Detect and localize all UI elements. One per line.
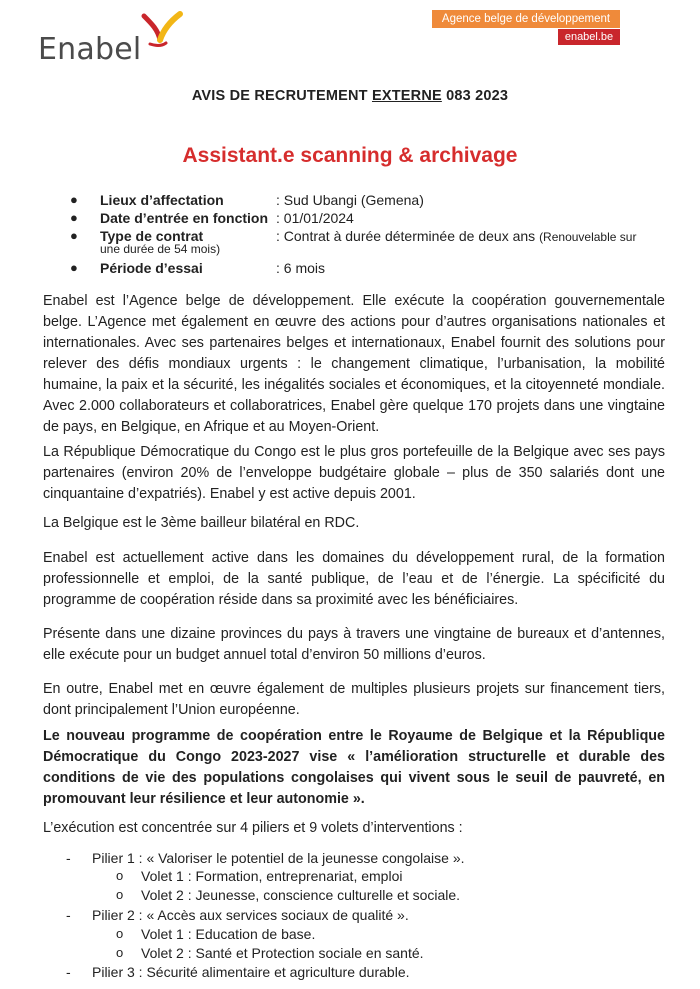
- circle-marker: o: [116, 868, 124, 883]
- website-badge[interactable]: enabel.be: [558, 29, 620, 45]
- circle-marker: o: [116, 887, 124, 902]
- bullet-icon: ●: [70, 192, 78, 207]
- pillar-text: Pilier 1 : « Valoriser le potentiel de la jeunesse congolaise ».: [92, 850, 465, 866]
- bullet-icon: ●: [70, 210, 78, 225]
- detail-continuation: une durée de 54 mois): [100, 242, 221, 256]
- notice-suffix: 083 2023: [441, 88, 509, 104]
- detail-value: : 6 mois: [276, 260, 326, 276]
- enabel-logo: [38, 10, 188, 65]
- detail-label: Période d’essai: [100, 260, 203, 276]
- pillar-text: Pilier 2 : « Accès aux services sociaux de qualité ».: [92, 907, 409, 923]
- paragraph-text: L’exécution est concentrée sur 4 piliers et 9 volets d’interventions :: [43, 820, 463, 836]
- volet-text: Volet 1 : Education de base.: [141, 926, 316, 942]
- detail-label: Lieux d’affectation: [100, 192, 224, 208]
- agency-tagline: Agence belge de développement: [432, 10, 620, 28]
- bullet-icon: ●: [70, 260, 78, 275]
- logo-text: Enabel: [38, 32, 142, 67]
- bullet-icon: ●: [70, 228, 78, 243]
- paragraph-about-enabel: [43, 291, 665, 438]
- detail-value: : Sud Ubangi (Gemena): [276, 192, 424, 208]
- circle-marker: o: [116, 945, 124, 960]
- paragraph-text: Présente dans une dizaine provinces du pays à travers une vingtaine de bureaux et d’antennes, elle exécute pour un budget annuel total d’environ 50 millions d’euros.: [43, 626, 665, 663]
- notice-heading: [0, 88, 700, 104]
- paragraph-programme: [43, 726, 665, 810]
- paragraph-text: Le nouveau programme de coopération entre le Royaume de Belgique et la République Démocratique du Congo 2023-2027 vise « l’amélioration structurelle et durable des conditions de vie des populations congolaises qui vivent sous le seuil de pauvreté, en promouvant leur résilience et leur autonomie ».: [43, 728, 665, 807]
- dash-marker: -: [66, 964, 71, 980]
- paragraph-domains: [43, 548, 665, 611]
- paragraph-text: En outre, Enabel met en œuvre également de multiples plusieurs projets sur financement tiers, dont principalement l’Union européenne.: [43, 681, 665, 718]
- detail-value-note: (Renouvelable sur: [539, 230, 637, 244]
- dash-marker: -: [66, 850, 71, 866]
- detail-value: [276, 228, 636, 244]
- paragraph-text: Enabel est l’Agence belge de développement. Elle exécute la coopération gouvernementale belge. L’Agence met également en œuvre des actions pour d’autres organisations nationales et internationales. Avec ses partenaires belges et internationaux, Enabel fournit des solutions pour relever des défis mondiaux urgents : le changement climatique, l’urbanisation, la mobilité humaine, la paix et la sécurité, les inégalités sociales et économiques, et la citoyenneté mondiale. Avec 2.000 collaborateurs et collaboratrices, Enabel gère quelque 170 projets dans une vingtaine de pays, en Belgique, en Afrique et au Moyen-Orient.: [43, 293, 665, 435]
- detail-label: Date d’entrée en fonction: [100, 210, 269, 226]
- detail-label: Type de contrat: [100, 228, 204, 244]
- volet-text: Volet 2 : Jeunesse, conscience culturelle et sociale.: [141, 887, 461, 903]
- paragraph-presence: [43, 624, 665, 666]
- paragraph-text: La Belgique est le 3ème bailleur bilatéral en RDC.: [43, 515, 360, 531]
- paragraph-text: La République Démocratique du Congo est le plus gros portefeuille de la Belgique avec ses pays partenaires (environ 20% de l’enveloppe budgétaire globale – plus de 350 salariés dont une cinquantaine d’expatriés). Enabel y est active depuis 2001.: [43, 444, 665, 502]
- dash-marker: -: [66, 907, 71, 923]
- paragraph-execution: [43, 818, 665, 839]
- paragraph-donor-rank: [43, 513, 665, 534]
- job-title: Assistant.e scanning & archivage: [182, 144, 518, 167]
- volet-text: Volet 2 : Santé et Protection sociale en santé.: [141, 945, 424, 961]
- paragraph-text: Enabel est actuellement active dans les domaines du développement rural, de la formation professionnelle et emploi, de la santé publique, de l’eau et de l’énergie. La spécificité du programme de coopération réside dans sa proximité avec les bénéficiaires.: [43, 550, 665, 608]
- paragraph-third-party: [43, 679, 665, 721]
- paragraph-rdc-portfolio: [43, 442, 665, 505]
- notice-emphasis: EXTERNE: [371, 88, 442, 104]
- detail-value-main: : Contrat à durée déterminée de deux ans: [276, 228, 536, 244]
- notice-prefix: AVIS DE RECRUTEMENT: [191, 88, 372, 104]
- volet-text: Volet 1 : Formation, entreprenariat, emploi: [141, 868, 403, 884]
- circle-marker: o: [116, 926, 124, 941]
- pillar-text: Pilier 3 : Sécurité alimentaire et agriculture durable.: [92, 964, 410, 980]
- detail-value: : 01/01/2024: [276, 210, 354, 226]
- logo-mark-icon: [138, 10, 184, 50]
